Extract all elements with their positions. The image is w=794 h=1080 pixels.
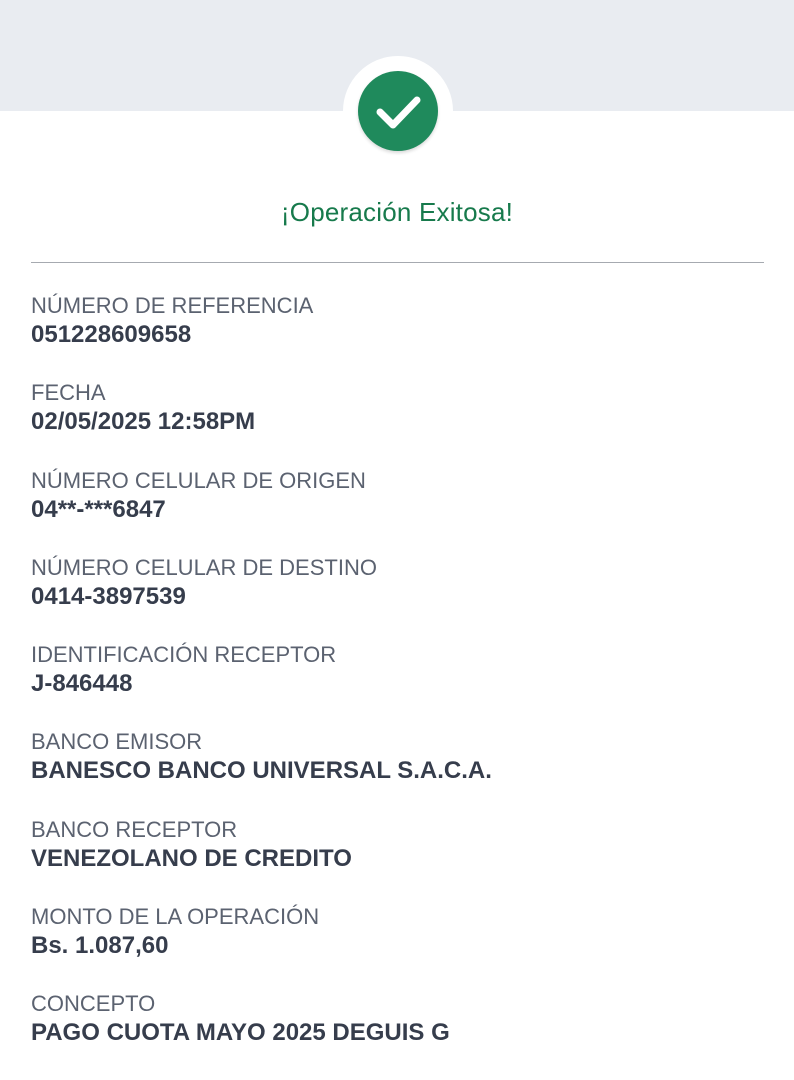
success-badge	[343, 56, 453, 166]
field-value: 051228609658	[31, 321, 192, 348]
field-amount	[31, 903, 764, 990]
field-value: PAGO CUOTA MAYO 2025 DEGUIS G	[31, 1019, 450, 1047]
field-value: BANESCO BANCO UNIVERSAL S.A.C.A.	[31, 757, 492, 785]
field-label: NÚMERO CELULAR DE DESTINO	[31, 554, 377, 580]
field-destination-phone	[31, 554, 764, 641]
field-label: NÚMERO DE REFERENCIA	[31, 293, 314, 318]
field-reference-number	[31, 292, 764, 379]
field-label: BANCO EMISOR	[31, 729, 203, 755]
field-value: VENEZOLANO DE CREDITO	[31, 844, 352, 872]
field-origin-phone	[31, 467, 764, 554]
field-value: Bs. 1.087,60	[31, 932, 169, 960]
field-value: 02/05/2025 12:58PM	[31, 408, 256, 436]
field-label: NÚMERO CELULAR DE ORIGEN	[31, 467, 366, 493]
divider	[31, 262, 764, 263]
field-label: CONCEPTO	[31, 991, 156, 1017]
field-value: J-846448	[31, 670, 133, 698]
field-receiver-id	[31, 641, 764, 728]
field-value: 0414-3897539	[31, 582, 186, 610]
field-value: 04**-***6847	[31, 495, 166, 523]
field-label: BANCO RECEPTOR	[31, 816, 238, 842]
field-receiving-bank	[31, 816, 764, 903]
field-label: MONTO DE LA OPERACIÓN	[31, 904, 320, 930]
check-circle-icon	[358, 71, 438, 151]
success-title: ¡Operación Exitosa!	[280, 197, 514, 227]
field-concept	[31, 990, 764, 1077]
field-label: IDENTIFICACIÓN RECEPTOR	[31, 642, 337, 668]
field-label: FECHA	[31, 380, 106, 406]
transaction-details	[31, 292, 764, 1078]
field-issuing-bank	[31, 728, 764, 815]
field-date	[31, 379, 764, 466]
